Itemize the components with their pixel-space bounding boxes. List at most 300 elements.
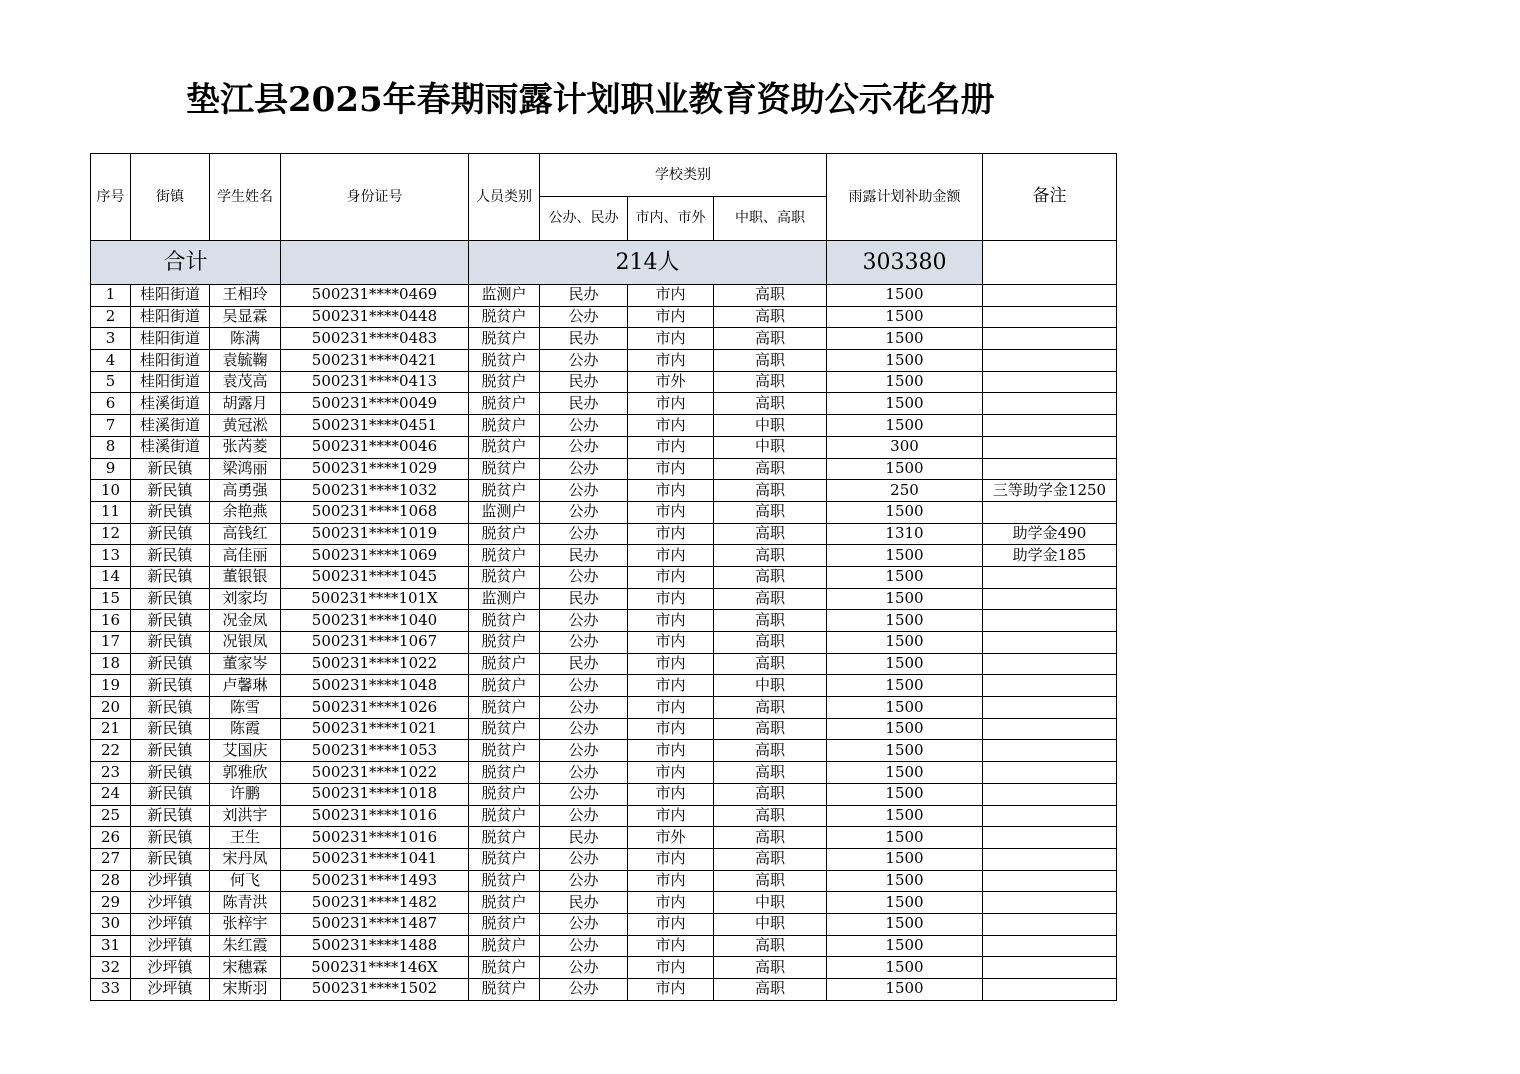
cell-public-private: 公办 xyxy=(540,870,628,892)
cell-id: 500231****1022 xyxy=(281,653,469,675)
cell-remark xyxy=(983,783,1117,805)
cell-town: 桂阳街道 xyxy=(131,285,210,307)
cell-in-out: 市内 xyxy=(628,653,714,675)
cell-remark xyxy=(983,415,1117,437)
cell-level: 高职 xyxy=(714,285,827,307)
cell-name: 董家岑 xyxy=(210,653,281,675)
cell-level: 高职 xyxy=(714,371,827,393)
cell-town: 新民镇 xyxy=(131,545,210,567)
cell-category: 脱贫户 xyxy=(469,653,540,675)
table-row xyxy=(91,588,1117,610)
cell-level: 中职 xyxy=(714,913,827,935)
cell-level: 高职 xyxy=(714,870,827,892)
cell-town: 新民镇 xyxy=(131,458,210,480)
cell-amount: 1500 xyxy=(827,697,983,719)
cell-in-out: 市内 xyxy=(628,480,714,502)
cell-public-private: 公办 xyxy=(540,979,628,1001)
cell-category: 脱贫户 xyxy=(469,610,540,632)
cell-category: 脱贫户 xyxy=(469,848,540,870)
cell-name: 王生 xyxy=(210,827,281,849)
cell-name: 宋穗霖 xyxy=(210,957,281,979)
cell-in-out: 市内 xyxy=(628,458,714,480)
cell-in-out: 市内 xyxy=(628,588,714,610)
cell-in-out: 市内 xyxy=(628,415,714,437)
cell-remark xyxy=(983,501,1117,523)
cell-id: 500231****1019 xyxy=(281,523,469,545)
cell-remark xyxy=(983,285,1117,307)
cell-in-out: 市内 xyxy=(628,913,714,935)
cell-seq: 30 xyxy=(91,913,131,935)
cell-remark xyxy=(983,957,1117,979)
cell-public-private: 公办 xyxy=(540,718,628,740)
cell-remark xyxy=(983,393,1117,415)
cell-amount: 1500 xyxy=(827,848,983,870)
table-row xyxy=(91,718,1117,740)
cell-level: 高职 xyxy=(714,762,827,784)
cell-remark xyxy=(983,979,1117,1001)
table-row xyxy=(91,675,1117,697)
cell-category: 脱贫户 xyxy=(469,306,540,328)
cell-town: 桂阳街道 xyxy=(131,350,210,372)
table-row xyxy=(91,393,1117,415)
cell-public-private: 公办 xyxy=(540,783,628,805)
cell-town: 新民镇 xyxy=(131,783,210,805)
cell-seq: 3 xyxy=(91,328,131,350)
table-row xyxy=(91,458,1117,480)
table-row xyxy=(91,328,1117,350)
cell-name: 陈满 xyxy=(210,328,281,350)
cell-category: 脱贫户 xyxy=(469,675,540,697)
table-row xyxy=(91,762,1117,784)
cell-id: 500231****0421 xyxy=(281,350,469,372)
cell-public-private: 民办 xyxy=(540,393,628,415)
table-row xyxy=(91,285,1117,307)
cell-seq: 9 xyxy=(91,458,131,480)
cell-town: 沙坪镇 xyxy=(131,913,210,935)
cell-category: 脱贫户 xyxy=(469,783,540,805)
cell-id: 500231****1016 xyxy=(281,827,469,849)
cell-town: 新民镇 xyxy=(131,480,210,502)
cell-town: 新民镇 xyxy=(131,610,210,632)
cell-name: 艾国庆 xyxy=(210,740,281,762)
cell-id: 500231****1045 xyxy=(281,566,469,588)
cell-in-out: 市内 xyxy=(628,545,714,567)
cell-id: 500231****1067 xyxy=(281,632,469,654)
cell-seq: 32 xyxy=(91,957,131,979)
cell-in-out: 市内 xyxy=(628,697,714,719)
cell-id: 500231****1026 xyxy=(281,697,469,719)
cell-id: 500231****0049 xyxy=(281,393,469,415)
cell-remark xyxy=(983,913,1117,935)
cell-category: 脱贫户 xyxy=(469,415,540,437)
cell-category: 监测户 xyxy=(469,588,540,610)
cell-in-out: 市内 xyxy=(628,870,714,892)
cell-seq: 26 xyxy=(91,827,131,849)
cell-id: 500231****1041 xyxy=(281,848,469,870)
header-row xyxy=(91,154,1117,197)
cell-id: 500231****0413 xyxy=(281,371,469,393)
cell-town: 桂溪街道 xyxy=(131,393,210,415)
cell-remark xyxy=(983,566,1117,588)
cell-amount: 1500 xyxy=(827,350,983,372)
cell-town: 沙坪镇 xyxy=(131,935,210,957)
cell-level: 高职 xyxy=(714,306,827,328)
total-remark xyxy=(983,241,1117,285)
cell-level: 中职 xyxy=(714,675,827,697)
total-amount: 303380 xyxy=(827,241,983,285)
cell-in-out: 市内 xyxy=(628,718,714,740)
cell-town: 沙坪镇 xyxy=(131,892,210,914)
cell-town: 新民镇 xyxy=(131,675,210,697)
cell-id: 500231****1048 xyxy=(281,675,469,697)
cell-seq: 19 xyxy=(91,675,131,697)
cell-remark xyxy=(983,848,1117,870)
cell-name: 朱红霞 xyxy=(210,935,281,957)
cell-in-out: 市外 xyxy=(628,827,714,849)
table-row xyxy=(91,979,1117,1001)
cell-name: 梁鸿丽 xyxy=(210,458,281,480)
cell-level: 高职 xyxy=(714,805,827,827)
cell-amount: 1500 xyxy=(827,545,983,567)
cell-amount: 250 xyxy=(827,480,983,502)
cell-public-private: 公办 xyxy=(540,805,628,827)
cell-town: 沙坪镇 xyxy=(131,979,210,1001)
cell-name: 余艳燕 xyxy=(210,501,281,523)
cell-level: 高职 xyxy=(714,740,827,762)
cell-category: 脱贫户 xyxy=(469,740,540,762)
header-amount: 雨露计划补助金额 xyxy=(827,154,983,241)
cell-town: 新民镇 xyxy=(131,762,210,784)
cell-town: 桂阳街道 xyxy=(131,306,210,328)
cell-remark xyxy=(983,610,1117,632)
cell-level: 高职 xyxy=(714,718,827,740)
cell-town: 桂溪街道 xyxy=(131,415,210,437)
cell-public-private: 民办 xyxy=(540,588,628,610)
total-blank xyxy=(281,241,469,285)
cell-in-out: 市内 xyxy=(628,393,714,415)
cell-category: 监测户 xyxy=(469,501,540,523)
table-row xyxy=(91,501,1117,523)
cell-public-private: 公办 xyxy=(540,632,628,654)
table-row xyxy=(91,436,1117,458)
cell-level: 高职 xyxy=(714,588,827,610)
cell-level: 高职 xyxy=(714,783,827,805)
cell-amount: 1500 xyxy=(827,870,983,892)
table-row xyxy=(91,740,1117,762)
cell-category: 脱贫户 xyxy=(469,697,540,719)
cell-level: 高职 xyxy=(714,458,827,480)
cell-town: 新民镇 xyxy=(131,523,210,545)
table-row xyxy=(91,415,1117,437)
cell-in-out: 市内 xyxy=(628,632,714,654)
cell-in-out: 市内 xyxy=(628,979,714,1001)
cell-town: 沙坪镇 xyxy=(131,957,210,979)
cell-amount: 300 xyxy=(827,436,983,458)
cell-in-out: 市内 xyxy=(628,848,714,870)
table-row xyxy=(91,848,1117,870)
cell-seq: 15 xyxy=(91,588,131,610)
cell-public-private: 公办 xyxy=(540,762,628,784)
cell-category: 脱贫户 xyxy=(469,979,540,1001)
cell-seq: 16 xyxy=(91,610,131,632)
cell-category: 脱贫户 xyxy=(469,458,540,480)
cell-id: 500231****1022 xyxy=(281,762,469,784)
cell-town: 新民镇 xyxy=(131,740,210,762)
cell-remark xyxy=(983,632,1117,654)
cell-in-out: 市内 xyxy=(628,501,714,523)
cell-in-out: 市内 xyxy=(628,935,714,957)
cell-level: 高职 xyxy=(714,393,827,415)
cell-name: 许鹏 xyxy=(210,783,281,805)
cell-remark xyxy=(983,328,1117,350)
cell-name: 高勇强 xyxy=(210,480,281,502)
cell-town: 新民镇 xyxy=(131,653,210,675)
cell-amount: 1500 xyxy=(827,653,983,675)
cell-category: 脱贫户 xyxy=(469,566,540,588)
cell-amount: 1500 xyxy=(827,328,983,350)
cell-public-private: 公办 xyxy=(540,350,628,372)
header-name: 学生姓名 xyxy=(210,154,281,241)
cell-amount: 1500 xyxy=(827,610,983,632)
cell-category: 脱贫户 xyxy=(469,957,540,979)
cell-name: 张梓宇 xyxy=(210,913,281,935)
cell-level: 高职 xyxy=(714,545,827,567)
cell-seq: 6 xyxy=(91,393,131,415)
cell-id: 500231****1493 xyxy=(281,870,469,892)
cell-id: 500231****1069 xyxy=(281,545,469,567)
cell-town: 新民镇 xyxy=(131,566,210,588)
cell-name: 宋丹凤 xyxy=(210,848,281,870)
header-seq: 序号 xyxy=(91,154,131,241)
table-row xyxy=(91,913,1117,935)
cell-seq: 24 xyxy=(91,783,131,805)
cell-remark xyxy=(983,740,1117,762)
cell-remark xyxy=(983,805,1117,827)
cell-public-private: 民办 xyxy=(540,545,628,567)
cell-category: 脱贫户 xyxy=(469,935,540,957)
cell-name: 王相玲 xyxy=(210,285,281,307)
table-row xyxy=(91,870,1117,892)
cell-amount: 1500 xyxy=(827,371,983,393)
cell-id: 500231****0451 xyxy=(281,415,469,437)
cell-level: 高职 xyxy=(714,848,827,870)
cell-in-out: 市外 xyxy=(628,371,714,393)
total-people: 214人 xyxy=(469,241,827,285)
cell-seq: 14 xyxy=(91,566,131,588)
cell-town: 沙坪镇 xyxy=(131,870,210,892)
table-row xyxy=(91,523,1117,545)
cell-in-out: 市内 xyxy=(628,523,714,545)
cell-id: 500231****1487 xyxy=(281,913,469,935)
cell-in-out: 市内 xyxy=(628,436,714,458)
cell-amount: 1500 xyxy=(827,588,983,610)
cell-id: 500231****0483 xyxy=(281,328,469,350)
cell-name: 况银凤 xyxy=(210,632,281,654)
cell-amount: 1500 xyxy=(827,718,983,740)
cell-category: 脱贫户 xyxy=(469,393,540,415)
cell-amount: 1500 xyxy=(827,285,983,307)
cell-level: 高职 xyxy=(714,523,827,545)
cell-category: 脱贫户 xyxy=(469,523,540,545)
cell-seq: 27 xyxy=(91,848,131,870)
cell-id: 500231****0046 xyxy=(281,436,469,458)
cell-category: 脱贫户 xyxy=(469,480,540,502)
cell-in-out: 市内 xyxy=(628,328,714,350)
cell-level: 高职 xyxy=(714,480,827,502)
cell-name: 况金凤 xyxy=(210,610,281,632)
cell-public-private: 民办 xyxy=(540,328,628,350)
cell-level: 高职 xyxy=(714,632,827,654)
cell-category: 监测户 xyxy=(469,285,540,307)
cell-level: 中职 xyxy=(714,436,827,458)
cell-id: 500231****146X xyxy=(281,957,469,979)
cell-amount: 1500 xyxy=(827,913,983,935)
cell-seq: 8 xyxy=(91,436,131,458)
header-town: 街镇 xyxy=(131,154,210,241)
cell-amount: 1310 xyxy=(827,523,983,545)
header-public-private: 公办、民办 xyxy=(540,197,628,241)
cell-name: 董银银 xyxy=(210,566,281,588)
cell-amount: 1500 xyxy=(827,306,983,328)
cell-town: 桂阳街道 xyxy=(131,328,210,350)
cell-seq: 33 xyxy=(91,979,131,1001)
cell-public-private: 公办 xyxy=(540,523,628,545)
cell-id: 500231****1068 xyxy=(281,501,469,523)
cell-remark xyxy=(983,350,1117,372)
cell-name: 吴显霖 xyxy=(210,306,281,328)
cell-public-private: 公办 xyxy=(540,675,628,697)
table-row xyxy=(91,610,1117,632)
cell-remark xyxy=(983,827,1117,849)
cell-seq: 22 xyxy=(91,740,131,762)
cell-public-private: 公办 xyxy=(540,610,628,632)
cell-remark xyxy=(983,306,1117,328)
cell-seq: 28 xyxy=(91,870,131,892)
cell-level: 高职 xyxy=(714,653,827,675)
header-level: 中职、高职 xyxy=(714,197,827,241)
cell-level: 中职 xyxy=(714,892,827,914)
table-row xyxy=(91,306,1117,328)
cell-seq: 4 xyxy=(91,350,131,372)
cell-seq: 12 xyxy=(91,523,131,545)
cell-remark xyxy=(983,892,1117,914)
cell-level: 高职 xyxy=(714,935,827,957)
table-row xyxy=(91,566,1117,588)
table-row xyxy=(91,827,1117,849)
cell-id: 500231****1040 xyxy=(281,610,469,632)
cell-seq: 5 xyxy=(91,371,131,393)
cell-category: 脱贫户 xyxy=(469,805,540,827)
cell-category: 脱贫户 xyxy=(469,718,540,740)
cell-id: 500231****0469 xyxy=(281,285,469,307)
cell-name: 黄冠淞 xyxy=(210,415,281,437)
cell-category: 脱贫户 xyxy=(469,913,540,935)
cell-public-private: 民办 xyxy=(540,653,628,675)
cell-seq: 31 xyxy=(91,935,131,957)
cell-id: 500231****0448 xyxy=(281,306,469,328)
cell-seq: 21 xyxy=(91,718,131,740)
cell-in-out: 市内 xyxy=(628,566,714,588)
cell-seq: 13 xyxy=(91,545,131,567)
table-row xyxy=(91,957,1117,979)
cell-name: 何飞 xyxy=(210,870,281,892)
roster-table xyxy=(90,153,1117,1001)
cell-name: 张芮菱 xyxy=(210,436,281,458)
header-id: 身份证号 xyxy=(281,154,469,241)
cell-amount: 1500 xyxy=(827,740,983,762)
cell-in-out: 市内 xyxy=(628,285,714,307)
cell-town: 新民镇 xyxy=(131,848,210,870)
cell-town: 桂溪街道 xyxy=(131,436,210,458)
cell-id: 500231****1488 xyxy=(281,935,469,957)
cell-public-private: 公办 xyxy=(540,306,628,328)
cell-id: 500231****1016 xyxy=(281,805,469,827)
header-school-type: 学校类别 xyxy=(540,154,827,197)
cell-name: 陈霞 xyxy=(210,718,281,740)
cell-seq: 29 xyxy=(91,892,131,914)
cell-town: 新民镇 xyxy=(131,827,210,849)
cell-in-out: 市内 xyxy=(628,805,714,827)
cell-public-private: 公办 xyxy=(540,740,628,762)
cell-seq: 25 xyxy=(91,805,131,827)
cell-remark xyxy=(983,675,1117,697)
table-row xyxy=(91,545,1117,567)
cell-name: 袁毓鞠 xyxy=(210,350,281,372)
cell-public-private: 公办 xyxy=(540,480,628,502)
cell-amount: 1500 xyxy=(827,935,983,957)
cell-seq: 20 xyxy=(91,697,131,719)
cell-town: 新民镇 xyxy=(131,501,210,523)
cell-public-private: 民办 xyxy=(540,827,628,849)
header-category: 人员类别 xyxy=(469,154,540,241)
cell-id: 500231****1018 xyxy=(281,783,469,805)
cell-seq: 23 xyxy=(91,762,131,784)
cell-public-private: 民办 xyxy=(540,892,628,914)
table-row xyxy=(91,653,1117,675)
cell-remark xyxy=(983,436,1117,458)
total-label: 合计 xyxy=(91,241,281,285)
page-title: 垫江县2025年春期雨露计划职业教育资助公示花名册 xyxy=(186,80,995,120)
cell-seq: 10 xyxy=(91,480,131,502)
cell-in-out: 市内 xyxy=(628,957,714,979)
table-row xyxy=(91,480,1117,502)
cell-remark xyxy=(983,697,1117,719)
cell-amount: 1500 xyxy=(827,892,983,914)
cell-name: 高佳丽 xyxy=(210,545,281,567)
table-row xyxy=(91,697,1117,719)
table-row xyxy=(91,350,1117,372)
cell-remark xyxy=(983,762,1117,784)
cell-in-out: 市内 xyxy=(628,740,714,762)
cell-id: 500231****1502 xyxy=(281,979,469,1001)
cell-category: 脱贫户 xyxy=(469,762,540,784)
cell-name: 卢馨琳 xyxy=(210,675,281,697)
cell-remark: 三等助学金1250 xyxy=(983,480,1117,502)
cell-level: 高职 xyxy=(714,501,827,523)
cell-amount: 1500 xyxy=(827,675,983,697)
cell-category: 脱贫户 xyxy=(469,436,540,458)
cell-amount: 1500 xyxy=(827,805,983,827)
cell-in-out: 市内 xyxy=(628,783,714,805)
cell-remark: 助学金490 xyxy=(983,523,1117,545)
cell-category: 脱贫户 xyxy=(469,350,540,372)
table-body xyxy=(91,154,1117,1001)
cell-in-out: 市内 xyxy=(628,350,714,372)
cell-seq: 2 xyxy=(91,306,131,328)
table-row xyxy=(91,371,1117,393)
cell-public-private: 公办 xyxy=(540,935,628,957)
cell-public-private: 公办 xyxy=(540,848,628,870)
